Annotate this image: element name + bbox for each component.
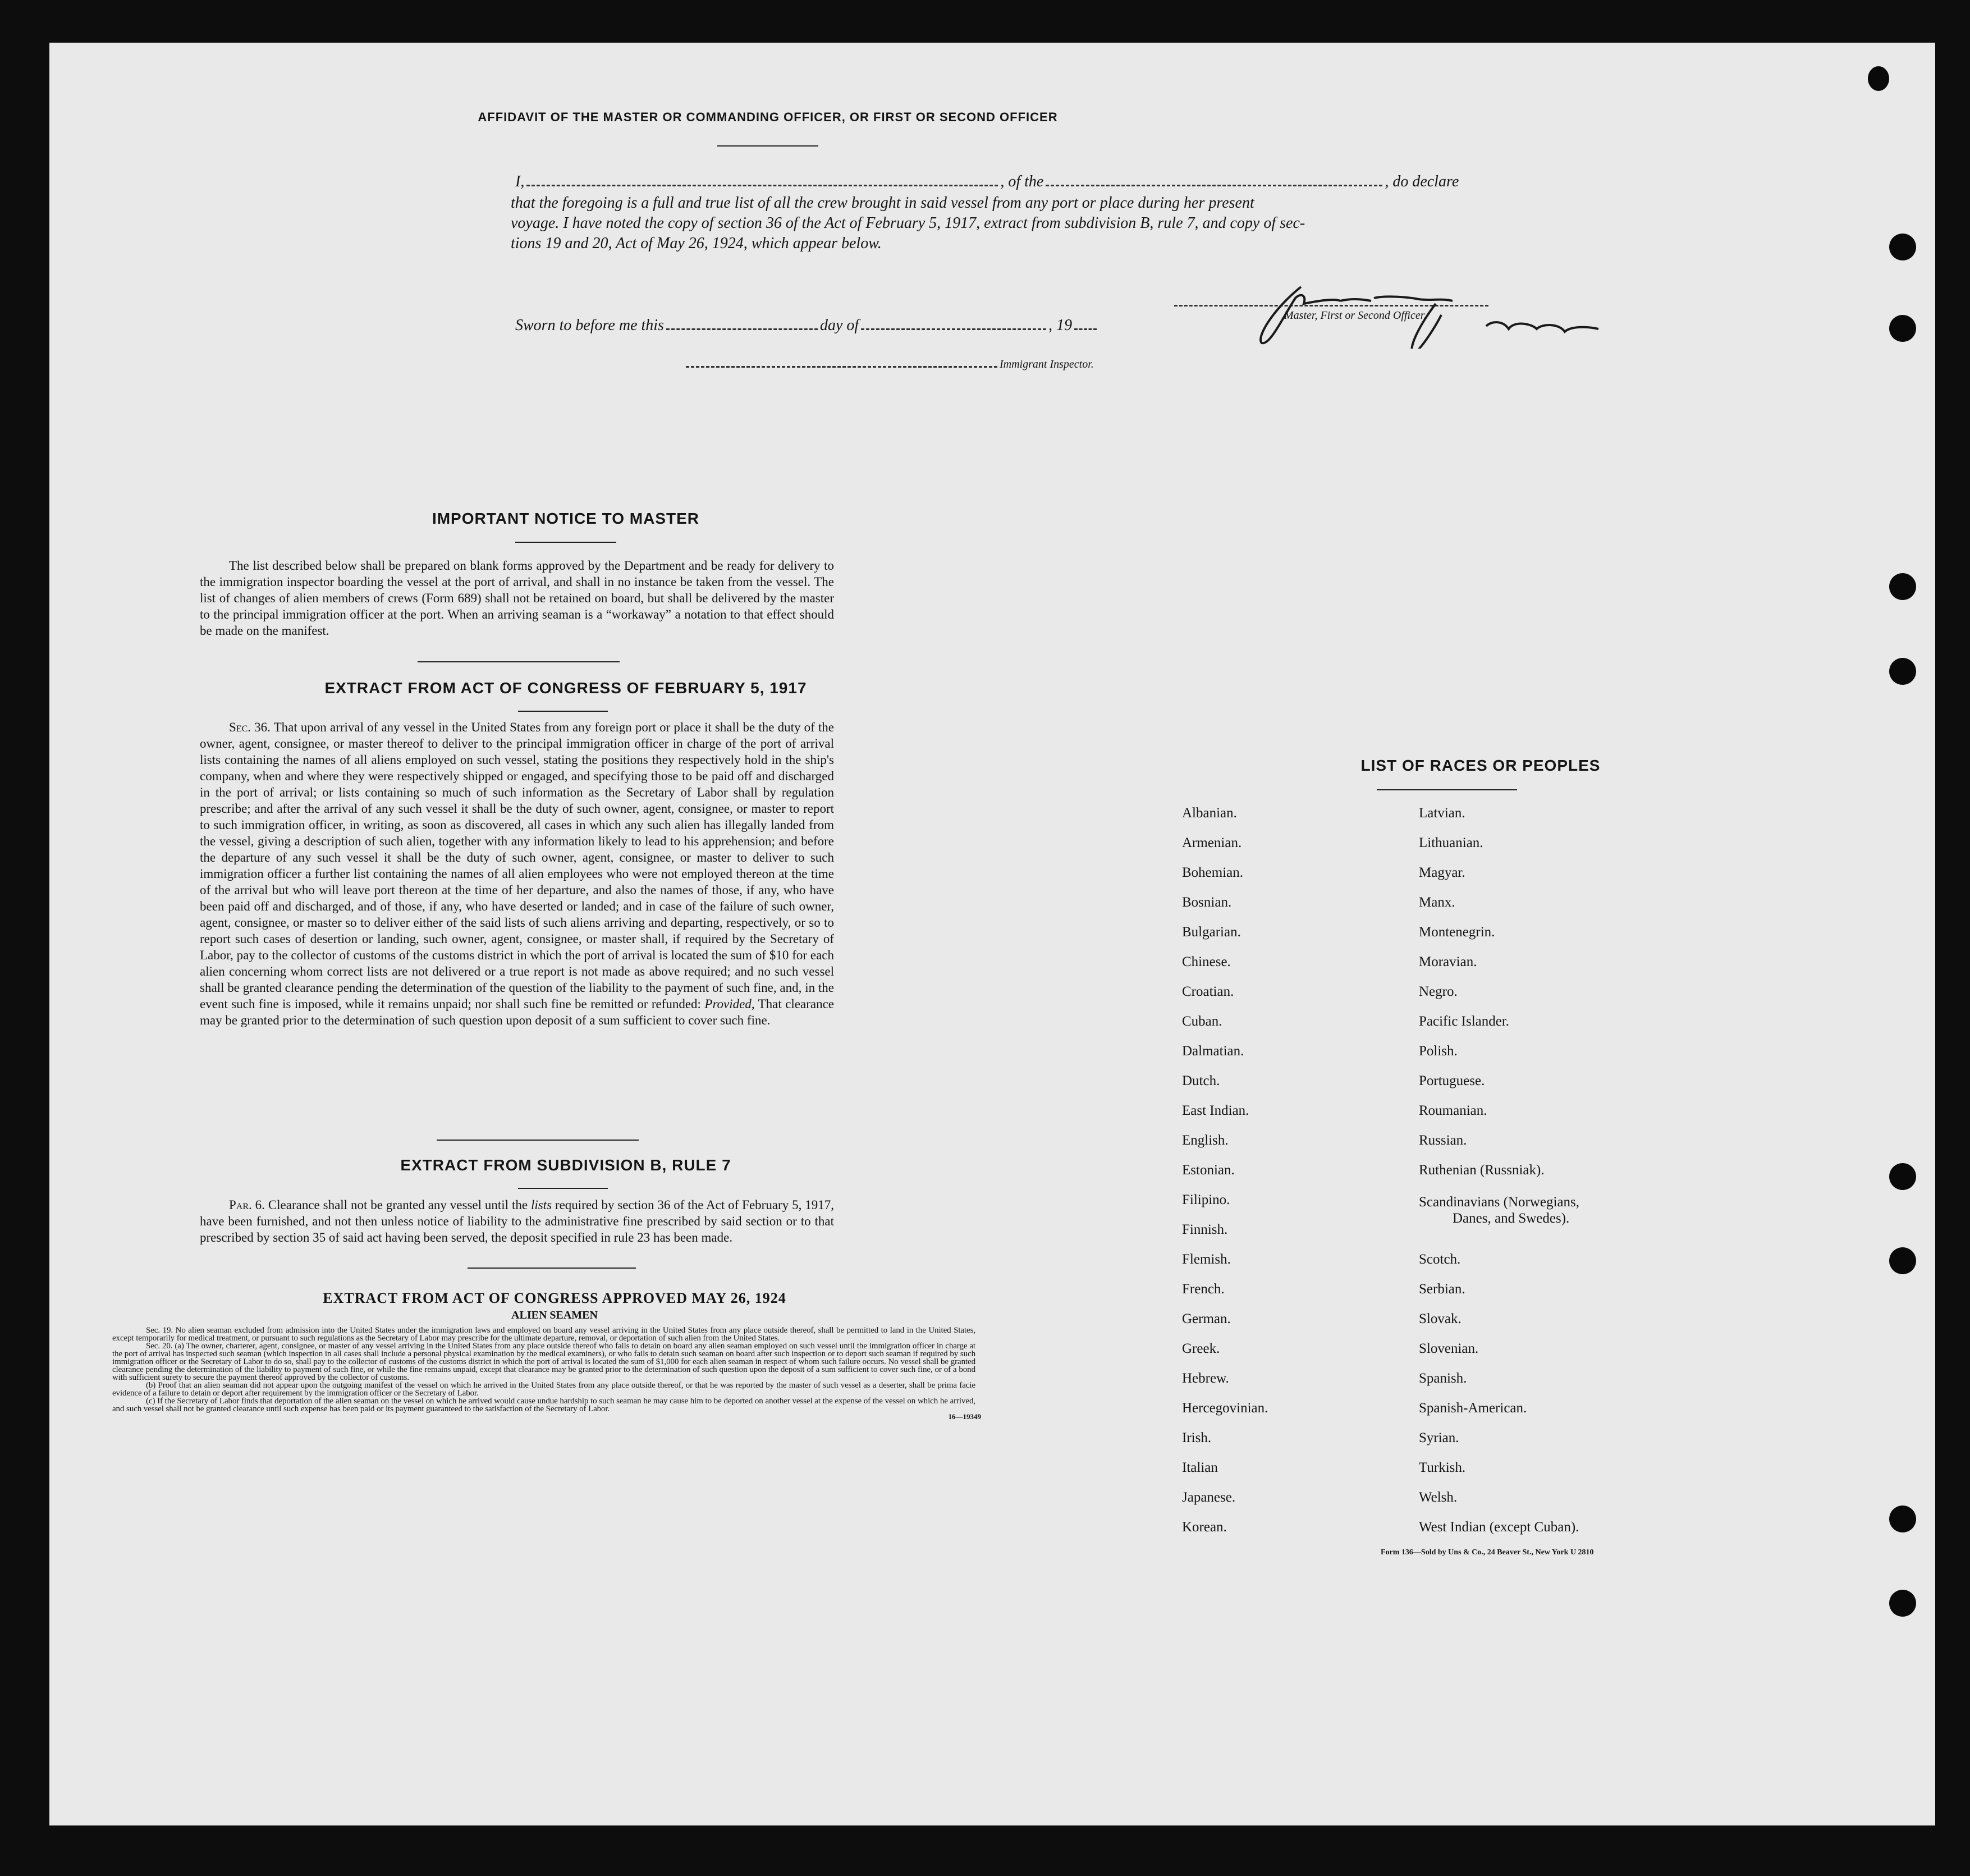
race-left-item: Dalmatian. bbox=[1182, 1044, 1244, 1059]
document-page bbox=[49, 43, 1935, 1825]
ink-blot bbox=[1868, 66, 1889, 91]
notice-text: The list described below shall be prepared on blank forms approved by the Department and be ready for delivery to the immigration inspector boarding the vessel at the port of arrival, and shall in no instance be taken from the vessel. The list of changes of alien members of crews (Form 689) shall not be retained on board, but shall be delivered by the master to the principal immigration officer at the port. When an arriving seaman is a “workaway” a notation to that effect should be made on the manifest. bbox=[200, 559, 834, 638]
race-left-item: Dutch. bbox=[1182, 1073, 1220, 1088]
race-left-item: Bohemian. bbox=[1182, 865, 1244, 880]
binder-hole bbox=[1889, 1590, 1916, 1617]
race-left-item: Croatian. bbox=[1182, 984, 1234, 999]
binder-hole bbox=[1889, 573, 1916, 600]
race-left-item: Bulgarian. bbox=[1182, 925, 1241, 940]
sec-19-text: Sec. 19. No alien seaman excluded from admission into the United States under the immigration laws and employed on board any vessel arriving in the United States from any place outside thereof, shall be permitted to land in the United States, except temporarily for medical treatment, or pursuant to such regulations as the Secretary of Labor may prescribe for the ultimate departure, removal, or deportation of such alien from the United States. bbox=[112, 1326, 975, 1343]
race-right-item: Russian. bbox=[1419, 1133, 1467, 1148]
race-right-item: Ruthenian (Russniak). bbox=[1419, 1163, 1545, 1178]
race-right-item: Moravian. bbox=[1419, 954, 1477, 969]
affidavit-of-the: , of the bbox=[1000, 173, 1044, 190]
month-blank bbox=[861, 327, 1046, 330]
provided-word: Provided, bbox=[704, 997, 755, 1011]
race-right-item: Slovenian. bbox=[1419, 1341, 1479, 1356]
vessel-blank bbox=[1046, 184, 1382, 186]
race-right-item: Scotch. bbox=[1419, 1252, 1461, 1267]
extract-1917-text bbox=[200, 719, 834, 1028]
inspector-blank bbox=[686, 365, 997, 368]
race-right-item: Montenegrin. bbox=[1419, 925, 1495, 940]
extract-1924-heading: EXTRACT FROM ACT OF CONGRESS APPROVED MAY 26, 1924 bbox=[323, 1290, 786, 1306]
sworn-text: Sworn to before me this bbox=[515, 317, 664, 334]
race-right-item: Manx. bbox=[1419, 895, 1455, 910]
race-right-item: Pacific Islander. bbox=[1419, 1014, 1510, 1029]
affidavit-title: AFFIDAVIT OF THE MASTER OR COMMANDING OFFICER, OR FIRST OR SECOND OFFICER bbox=[478, 110, 1058, 124]
race-left-item: Estonian. bbox=[1182, 1163, 1235, 1178]
race-right-item: Negro. bbox=[1419, 984, 1458, 999]
race-right-item: Serbian. bbox=[1419, 1282, 1465, 1297]
binder-hole bbox=[1889, 1163, 1916, 1190]
race-left-item: French. bbox=[1182, 1282, 1225, 1297]
race-right-item: Polish. bbox=[1419, 1044, 1458, 1059]
race-right-item: Welsh. bbox=[1419, 1490, 1458, 1505]
sworn-line bbox=[515, 317, 1245, 335]
binder-hole bbox=[1889, 315, 1916, 342]
race-right-item: Danes, and Swedes). bbox=[1453, 1211, 1570, 1226]
binder-hole bbox=[1889, 1247, 1916, 1274]
extract-1917-end-rule bbox=[437, 1140, 639, 1141]
rule7-text-a: Clearance shall not be granted any vessel until the bbox=[268, 1198, 528, 1212]
notice-rule bbox=[515, 542, 616, 543]
rule7-rule bbox=[518, 1188, 608, 1189]
binder-hole bbox=[1889, 658, 1916, 685]
race-left-item: Flemish. bbox=[1182, 1252, 1231, 1267]
name-blank bbox=[526, 184, 998, 186]
race-left-item: Cuban. bbox=[1182, 1014, 1222, 1029]
sec-36-body: That upon arrival of any vessel in the United States from any foreign port or place it shall be the duty of the owner, agent, consignee, or master thereof to deliver to the principal immigration officer in charge of the port of arrival lists containing the names of all aliens employed on such vessel, stating the positions they respectively hold in the ship's company, when and where they were respectively shipped or engaged, and specifying those to be paid off and discharged in the port of arrival; or lists containing so much of such information as the Secretary of Labor shall by regulation prescribe; and after the arrival of any such vessel it shall be the duty of such owner, agent, consignee, or master to report to such immigration officer, in writing, as soon as discovered, all cases in which any such alien has illegally landed from the vessel, giving a description of such alien, together with any information likely to lead to his apprehension; and before the departure of any such vessel it shall be the duty of such owner, agent, consignee, or master to deliver to such immigration officer a further list containing the names of all alien employees who were not employed thereon at the time of the arrival but who will leave port thereon at the time of her departure, and also the names of those, if any, who have been paid off and discharged, and of those, if any, who have deserted or landed; and in case of the failure of such owner, agent, consignee, or master so to deliver either of the said lists of such aliens arriving and departing, respectively, or so to report such cases of desertion or landing, such owner, agent, consignee, or master shall, if required by the Secretary of Labor, pay to the collector of customs of the customs district in which the port of arrival is located the sum of $10 for each alien concerning whom correct lists are not delivered or a true report is not made as above required; and no such vessel shall be granted clearance pending the determination of the question of the liability to the payment of such fine, and, in the event such fine is imposed, while it remains unpaid; nor shall such fine be remitted or refunded: bbox=[200, 720, 834, 1011]
extract-1924-text bbox=[112, 1326, 975, 1413]
races-rule bbox=[1377, 789, 1517, 790]
lists-word: lists bbox=[530, 1198, 552, 1212]
inspector-line bbox=[684, 358, 1245, 371]
race-left-item: Chinese. bbox=[1182, 954, 1231, 969]
affidavit-line-3: voyage. I have noted the copy of section 36 of the Act of February 5, 1917, extract from subdivision B, rule 7, and copy of sec- bbox=[511, 214, 1305, 232]
race-right-item: Syrian. bbox=[1419, 1430, 1459, 1445]
race-left-item: Korean. bbox=[1182, 1520, 1227, 1535]
race-right-item: Scandinavians (Norwegians, bbox=[1419, 1195, 1580, 1210]
race-right-item: Turkish. bbox=[1419, 1460, 1466, 1475]
race-left-item: Hebrew. bbox=[1182, 1371, 1229, 1386]
form-number: 16—19349 bbox=[948, 1412, 981, 1421]
rule7-end-rule bbox=[468, 1268, 636, 1269]
signature-caption: Master, First or Second Officer. bbox=[1284, 309, 1427, 322]
race-left-item: Filipino. bbox=[1182, 1192, 1230, 1207]
day-of-text: day of bbox=[819, 317, 859, 334]
par-6-label: Par. 6. bbox=[229, 1198, 265, 1212]
sec-36-label: Sec. 36. bbox=[229, 720, 271, 734]
affidavit-i: I, bbox=[515, 173, 525, 190]
sec-36-end: That clearance may be granted prior to the determination of such question upon deposit of a sum sufficient to cover such fine. bbox=[200, 997, 835, 1027]
race-right-item: Lithuanian. bbox=[1419, 835, 1483, 850]
race-right-item: Latvian. bbox=[1419, 806, 1465, 821]
rule7-heading: EXTRACT FROM SUBDIVISION B, RULE 7 bbox=[400, 1156, 731, 1174]
affidavit-do-declare: , do declare bbox=[1385, 173, 1459, 190]
race-left-item: Armenian. bbox=[1182, 835, 1242, 850]
race-right-item: West Indian (except Cuban). bbox=[1419, 1520, 1579, 1535]
notice-end-rule bbox=[418, 661, 620, 662]
sec-20b-text: (b) Proof that an alien seaman did not appear upon the outgoing manifest of the vessel on which he arrived in the United States from any place outside thereof, or that he was reported by the master of such vessel as a deserter, shall be prima facie evidence of a failure to detain or deport after requirement by the immigration officer or the Secretary of Labor. bbox=[112, 1381, 975, 1398]
race-left-item: Finnish. bbox=[1182, 1222, 1228, 1237]
race-right-item: Portuguese. bbox=[1419, 1073, 1485, 1088]
notice-heading: IMPORTANT NOTICE TO MASTER bbox=[432, 510, 700, 527]
race-left-item: Albanian. bbox=[1182, 806, 1237, 821]
race-left-item: Irish. bbox=[1182, 1430, 1212, 1445]
rule7-text bbox=[200, 1197, 834, 1246]
rule7-text-b: required by section 36 of the Act of February 5, 1917, have been furnished, and not then unless notice of liability to the administrative fine prescribed by said section or to that prescribed by section 35 of said act having been served, the deposit specified in rule 23 has been made. bbox=[200, 1198, 834, 1244]
race-left-item: Japanese. bbox=[1182, 1490, 1236, 1505]
binder-hole bbox=[1889, 234, 1916, 260]
race-right-item: Spanish-American. bbox=[1419, 1401, 1527, 1416]
title-rule bbox=[717, 145, 818, 147]
affidavit-line-2: that the foregoing is a full and true list of all the crew brought in said vessel from any port or place during her present bbox=[511, 194, 1254, 212]
race-left-item: Italian bbox=[1182, 1460, 1218, 1475]
races-heading: LIST OF RACES OR PEOPLES bbox=[1360, 757, 1601, 774]
signature-area bbox=[1172, 276, 1621, 349]
affidavit-line-1 bbox=[515, 173, 1570, 191]
race-right-item: Roumanian. bbox=[1419, 1103, 1487, 1118]
year-prefix: , 19 bbox=[1048, 317, 1073, 334]
sec-20c-text: (c) If the Secretary of Labor finds that deportation of the alien seaman on the vessel on which he arrived would cause undue hardship to such seaman he may cause him to be deported on another vessel at the expense of the vessel on which he arrived, and such vessel shall not be granted clearance until such expense has been paid or its payment guaranteed to the satisfaction of the Secretary of Labor. bbox=[112, 1397, 975, 1413]
binder-hole bbox=[1889, 1506, 1916, 1532]
alien-seamen-heading: ALIEN SEAMEN bbox=[511, 1309, 598, 1321]
race-left-item: English. bbox=[1182, 1133, 1229, 1148]
extract-1917-heading: EXTRACT FROM ACT OF CONGRESS OF FEBRUARY 5, 1917 bbox=[324, 679, 807, 697]
race-left-item: German. bbox=[1182, 1311, 1231, 1326]
affidavit-line-4: tions 19 and 20, Act of May 26, 1924, which appear below. bbox=[511, 235, 882, 252]
race-right-item: Slovak. bbox=[1419, 1311, 1462, 1326]
race-left-item: East Indian. bbox=[1182, 1103, 1249, 1118]
sworn-day-blank bbox=[666, 327, 818, 330]
sec-20a-text: Sec. 20. (a) The owner, charterer, agent, consignee, or master of any vessel arriving in the United States from any place outside thereof who fails to detain on board any alien seaman employed on such vessel until the immigration officer in charge at the port of arrival has inspected such seaman (which inspection in all cases shall include a personal physical examination by the medical examiners), or who fails to detain such seaman on board after such inspection or to deport such seaman if required by such immigration officer or the Secretary of Labor to do so, shall pay to the collector of customs of the customs district in which the port of arrival is located the sum of $1,000 for each alien seaman in respect of whom such failure occurs. No vessel shall be granted clearance pending the determination of the liability to payment of such fine, or while the fine remains unpaid, except that clearance may be granted prior to the determination of such question upon the deposit of a sum sufficient to cover such fine, or of a bond with sufficient surety to secure the payment thereof approved by the collector of customs. bbox=[112, 1342, 975, 1382]
inspector-caption: Immigrant Inspector. bbox=[1000, 358, 1094, 370]
form-credit: Form 136—Sold by Uns & Co., 24 Beaver St., New York U 2810 bbox=[1381, 1548, 1594, 1557]
race-left-item: Bosnian. bbox=[1182, 895, 1232, 910]
race-right-item: Spanish. bbox=[1419, 1371, 1467, 1386]
race-left-item: Hercegovinian. bbox=[1182, 1401, 1268, 1416]
race-right-item: Magyar. bbox=[1419, 865, 1465, 880]
extract-1917-rule bbox=[518, 711, 608, 712]
race-left-item: Greek. bbox=[1182, 1341, 1220, 1356]
year-blank bbox=[1074, 327, 1097, 330]
